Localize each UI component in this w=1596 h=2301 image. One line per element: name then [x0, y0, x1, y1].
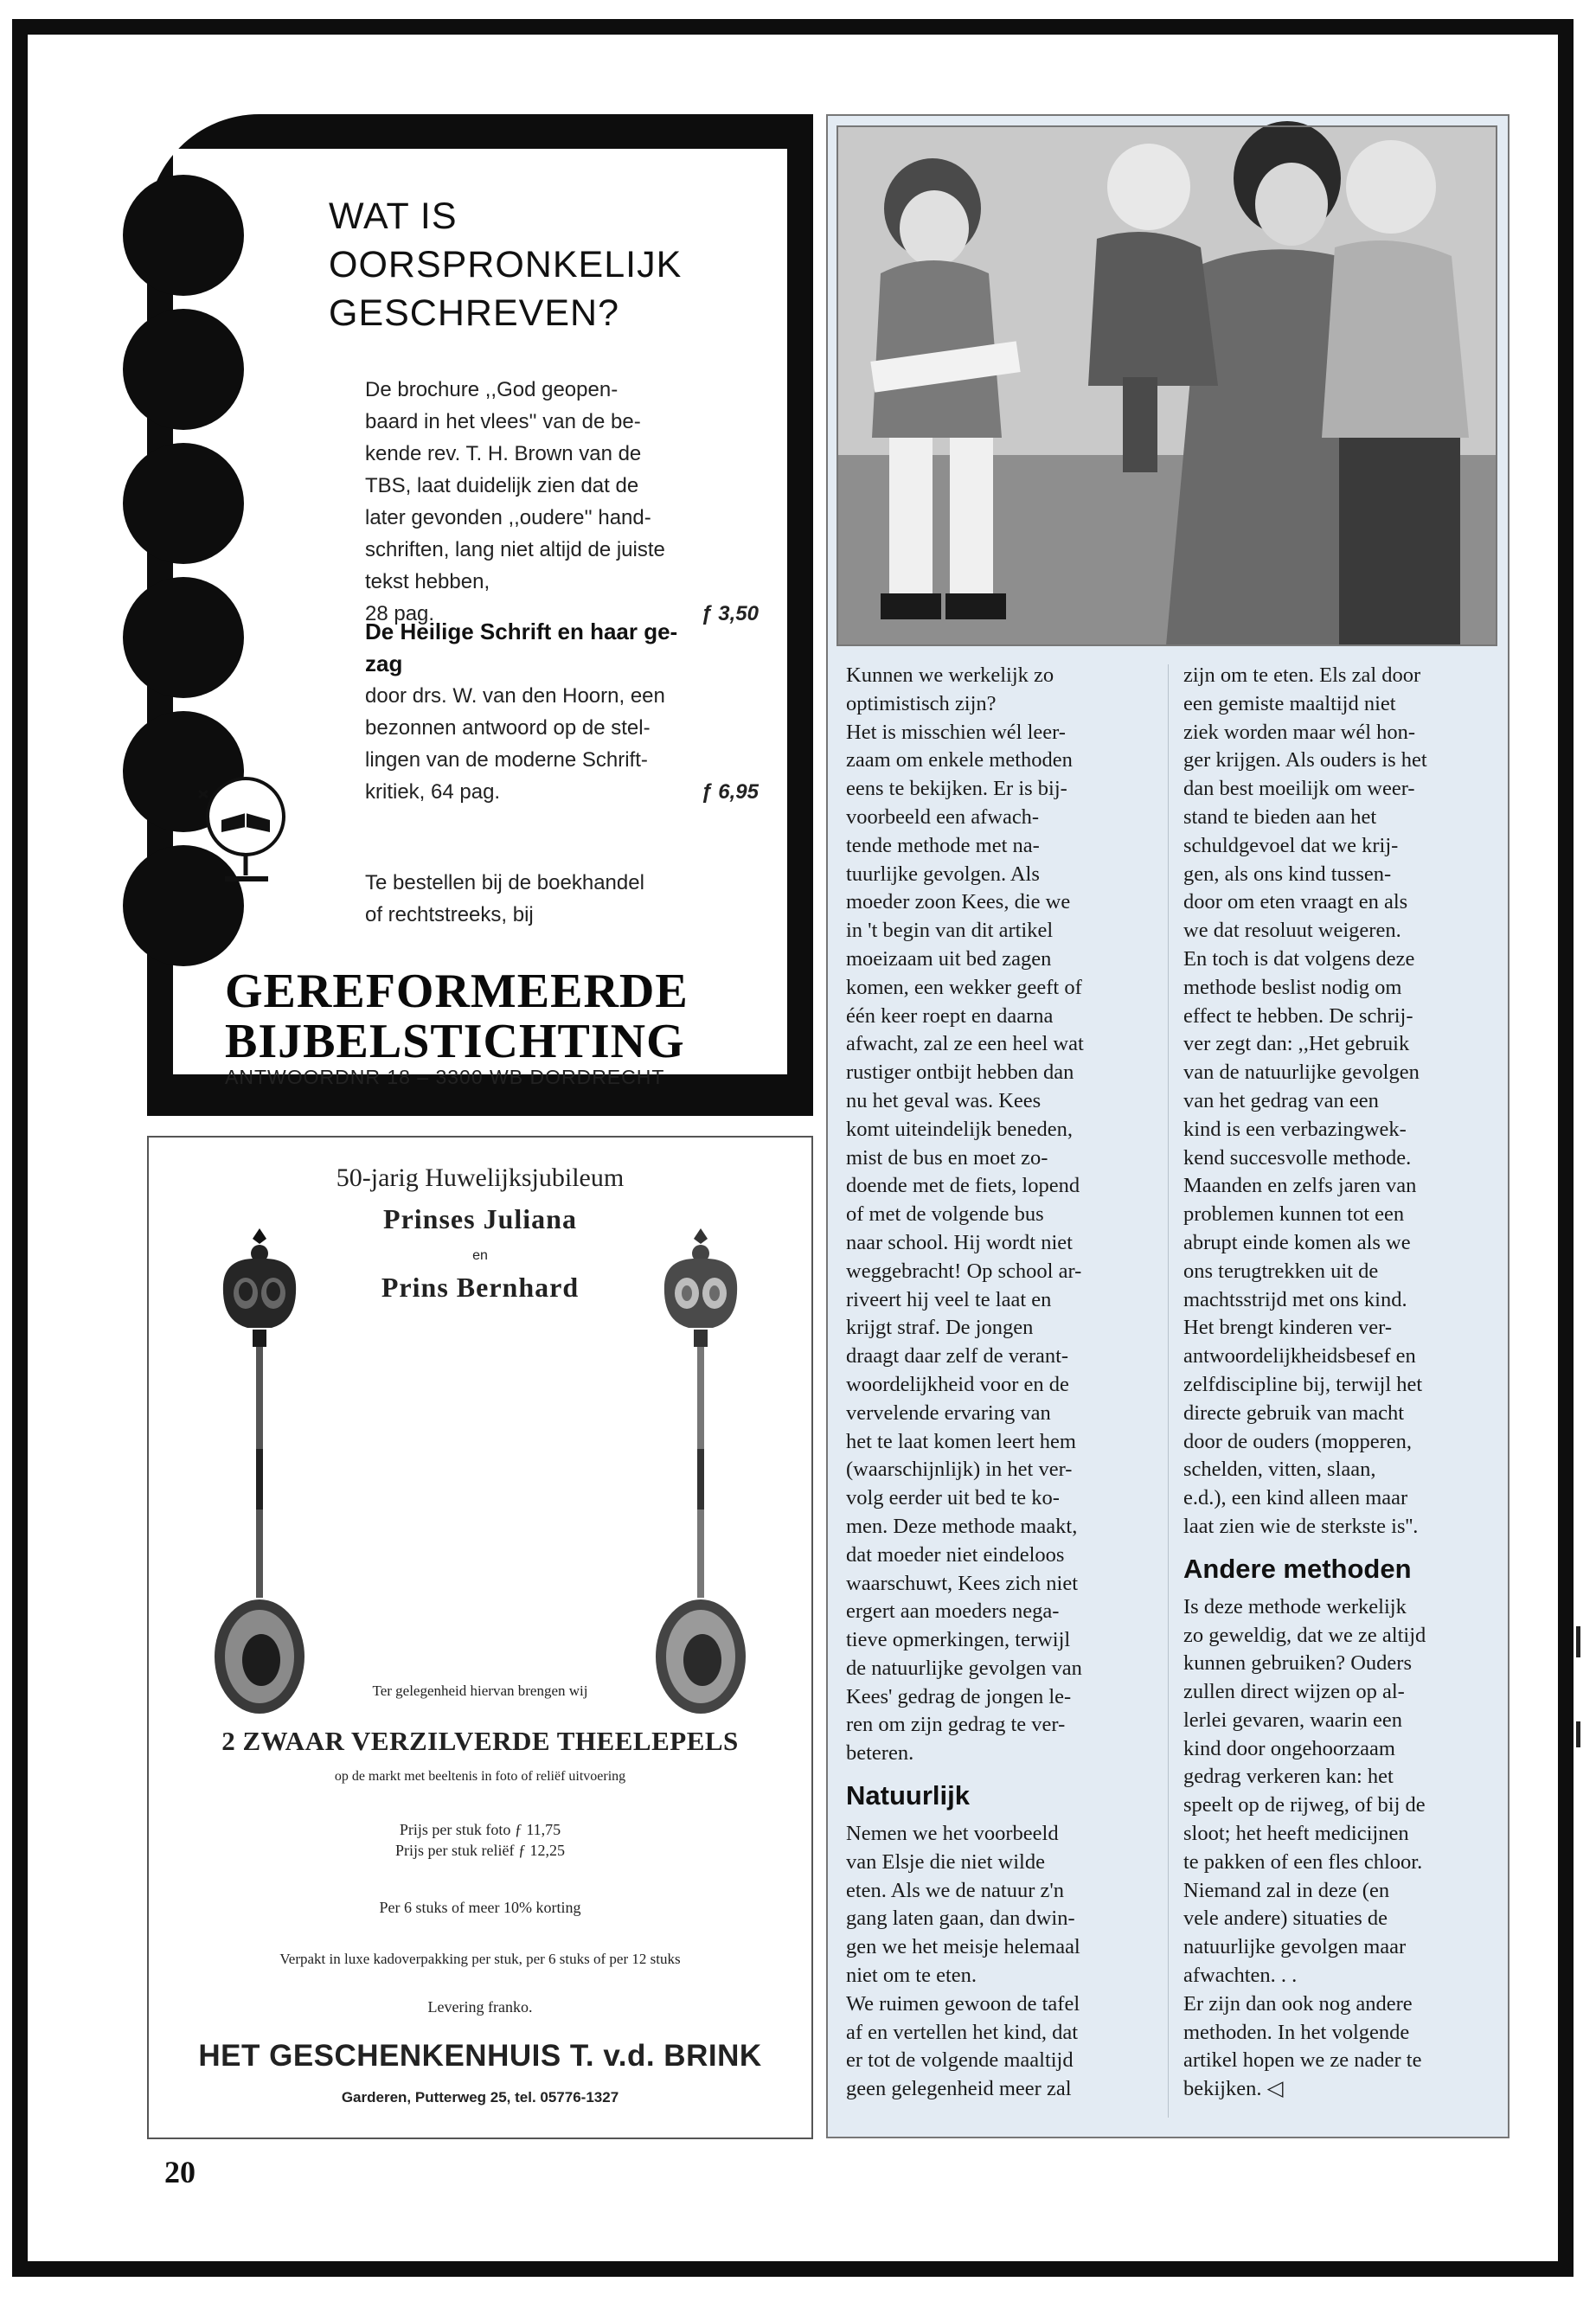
text-line: methode beslist nodig om: [1183, 975, 1402, 999]
royal-name: Prinses Juliana: [383, 1203, 577, 1234]
text-line: kind door ongehoorzaam: [1183, 1736, 1395, 1760]
text-line: Maanden en zelfs jaren van: [1183, 1174, 1417, 1198]
text-line: abrupt einde komen als we: [1183, 1230, 1411, 1254]
text-line: problemen kunnen tot een: [1183, 1202, 1405, 1227]
book2-price: ƒ 6,95: [701, 780, 759, 804]
text-line: natuurlijke gevolgen maar: [1183, 1935, 1407, 1959]
text-line: ons terugtrekken uit de: [1183, 1259, 1379, 1283]
headline-line: GESCHREVEN?: [329, 292, 619, 334]
text-line: te pakken of een fles chloor.: [1183, 1849, 1423, 1874]
text-line: waarschuwt, Kees zich niet: [846, 1571, 1079, 1595]
family-reading-photo: [837, 126, 1497, 645]
text-line: kritiek, 64 pag.: [365, 780, 501, 804]
text-line: afwacht, zal ze een heel wat: [846, 1032, 1084, 1056]
text-line: antwoordelijkheidsbesef en: [1183, 1344, 1416, 1368]
text-line: artikel hopen we ze nader te: [1183, 2048, 1422, 2073]
bible-society-ad-panel: [173, 149, 787, 1088]
text-line: we dat resoluut weigeren.: [1183, 919, 1401, 943]
book2-description: [365, 616, 759, 808]
page-count: 28 pag.: [365, 602, 435, 625]
text-line: niet om te eten.: [846, 1964, 977, 1988]
book1-price: ƒ 3,50: [701, 602, 759, 625]
text-line: de natuurlijke gevolgen van: [846, 1656, 1082, 1680]
text-line: nu het geval was. Kees: [846, 1088, 1042, 1112]
text-line: effect te hebben. De schrij-: [1183, 1003, 1413, 1028]
headline-line: OORSPRONKELIJK: [329, 244, 683, 285]
text-line: gen we het meisje helemaal: [846, 1935, 1080, 1959]
organization-name: [225, 966, 779, 1067]
text-line: eten. Als we de natuur z'n: [846, 1878, 1065, 1902]
text-line: zaam om enkele methoden: [846, 748, 1073, 772]
text-line: tende methode met na-: [846, 833, 1040, 857]
text-line: sloot; het heeft medicijnen: [1183, 1822, 1409, 1846]
text-line: tekst hebben,: [365, 570, 490, 593]
text-line: We ruimen gewoon de tafel: [846, 1991, 1080, 2016]
text-line: methoden. In het volgende: [1183, 2020, 1410, 2044]
product-name: 2 ZWAAR VERZILVERDE THEELEPELS: [221, 1726, 739, 1756]
margin-mark: [1576, 1626, 1580, 1657]
text-line: draagt daar zelf de verant-: [846, 1344, 1069, 1368]
text-line: baard in het vlees'' van de be-: [365, 410, 641, 433]
text-line: Er zijn dan ook nog andere: [1183, 1991, 1413, 2016]
book1-description: [365, 374, 759, 630]
text-line: [1183, 2075, 1495, 2104]
price-row: [365, 776, 759, 808]
text-line: dat moeder niet eindeloos: [846, 1542, 1065, 1567]
text-line: door drs. W. van den Hoorn, een: [365, 684, 665, 708]
gift-shop-ad: [147, 1136, 813, 2139]
text-fragment: bekijken.: [1183, 2077, 1262, 2101]
text-line: schuldgevoel dat we krij-: [1183, 833, 1399, 857]
text-line: zijn om te eten. Els zal door: [1183, 663, 1421, 687]
text-line: het te laat komen leert hem: [846, 1429, 1076, 1453]
org-line: BIJBELSTICHTING: [225, 1015, 685, 1068]
delivery-text: Levering franko.: [427, 1998, 533, 2016]
text-line: machtsstrijd met ons kind.: [1183, 1287, 1407, 1311]
organization-address: ANTWOORDNR 18 – 3300 WB DORDRECHT: [225, 1066, 665, 1088]
text-line: kind is een verbazingwek-: [1183, 1117, 1407, 1141]
price-photo: Prijs per stuk foto ƒ 11,75: [399, 1821, 561, 1838]
text-line: gedrag verkeren kan: het: [1183, 1765, 1394, 1789]
text-line: één keer roept en daarna: [846, 1003, 1054, 1028]
text-line: moeder zoon Kees, die we: [846, 890, 1071, 914]
column-divider: [1168, 664, 1169, 2118]
teaspoon-relief-icon: [649, 1224, 753, 1726]
text-line: optimistisch zijn?: [846, 691, 997, 715]
text-line: in 't begin van dit artikel: [846, 919, 1054, 943]
text-line: ziek worden maar wél hon-: [1183, 720, 1416, 744]
text-line: mist de bus en moet zo-: [846, 1145, 1048, 1170]
text-line: er tot de volgende maaltijd: [846, 2048, 1074, 2073]
text-line: beteren.: [846, 1741, 914, 1766]
text-line: laat zien wie de sterkste is''.: [1183, 1514, 1419, 1538]
text-line: voorbeeld een afwach-: [846, 804, 1040, 829]
royal-name: Prins Bernhard: [381, 1272, 580, 1303]
order-info: [365, 867, 759, 931]
text-line: vervelende ervaring van: [846, 1400, 1051, 1425]
text-line: of met de volgende bus: [846, 1202, 1044, 1227]
text-line: door de ouders (mopperen,: [1183, 1429, 1412, 1453]
ad-headline: 50-jarig Huwelijksjubileum: [336, 1163, 625, 1192]
text-line: riveert hij veel te laat en: [846, 1287, 1052, 1311]
end-mark-icon: ◁: [1266, 2077, 1284, 2101]
text-line: geen gelegenheid meer zal: [846, 2077, 1072, 2101]
text-line: schelden, vitten, slaan,: [1183, 1458, 1376, 1482]
price-relief: Prijs per stuk reliëf ƒ 12,25: [395, 1842, 565, 1859]
bible-society-ad: [147, 114, 813, 1116]
text-line: Kees' gedrag de jongen le-: [846, 1684, 1072, 1708]
page-number: 20: [164, 2155, 195, 2189]
section-heading: Natuurlijk: [846, 1780, 970, 1811]
text-line: directe gebruik van macht: [1183, 1400, 1405, 1425]
text-line: dan best moeilijk om weer-: [1183, 777, 1415, 801]
text-line: Is deze methode werkelijk: [1183, 1594, 1407, 1618]
article-column-left: [846, 662, 1153, 2104]
text-line: Het is misschien wél leer-: [846, 720, 1066, 744]
text-line: Kunnen we werkelijk zo: [846, 663, 1054, 687]
text-line: Het brengt kinderen ver-: [1183, 1316, 1393, 1340]
globe-book-logo-icon: [192, 772, 296, 901]
text-line: zullen direct wijzen op al-: [1183, 1680, 1405, 1704]
teaspoon-photo-icon: [208, 1224, 311, 1726]
text-line: naar school. Hij wordt niet: [846, 1230, 1073, 1254]
text-line: De brochure ,,God geopen-: [365, 378, 619, 401]
text-line: En toch is dat volgens deze: [1183, 946, 1415, 971]
text-line: e.d.), een kind alleen maar: [1183, 1486, 1408, 1510]
text-line: weggebracht! Op school ar-: [846, 1259, 1082, 1283]
text-line: eens te bekijken. Er is bij-: [846, 777, 1067, 801]
text-line: volg eerder uit bed te ko-: [846, 1486, 1060, 1510]
text-line: een gemiste maaltijd niet: [1183, 691, 1396, 715]
text-line: gen, als ons kind tussen-: [1183, 862, 1392, 886]
text-line: kunnen gebruiken? Ouders: [1183, 1651, 1412, 1676]
ad-headline: [329, 192, 744, 337]
text-line: ergert aan moeders nega-: [846, 1599, 1060, 1624]
headline-line: WAT IS: [329, 195, 458, 237]
article-column-right: [1183, 662, 1495, 2104]
text-line: TBS, laat duidelijk zien dat de: [365, 474, 639, 497]
text-line: ren om zijn gedrag te ver-: [846, 1713, 1066, 1737]
text-line: rustiger ontbijt hebben dan: [846, 1061, 1074, 1085]
scallop-decoration: [123, 443, 244, 564]
text-line: lingen van de moderne Schrift-: [365, 748, 648, 772]
text-line: krijgt straf. De jongen: [846, 1316, 1034, 1340]
text-line: vele andere) situaties de: [1183, 1907, 1388, 1931]
text-line: van Elsje die niet wilde: [846, 1849, 1045, 1874]
text-line: tieve opmerkingen, terwijl: [846, 1628, 1071, 1652]
scallop-decoration: [123, 577, 244, 698]
text-line: stand te bieden aan het: [1183, 804, 1377, 829]
text-line: of rechtstreeks, bij: [365, 903, 534, 926]
scallop-decoration: [123, 175, 244, 296]
text-line: af en vertellen het kind, dat: [846, 2020, 1079, 2044]
text-line: komt uiteindelijk beneden,: [846, 1117, 1073, 1141]
text-line: door om eten vraagt en als: [1183, 890, 1408, 914]
text-line: kende rev. T. H. Brown van de: [365, 442, 642, 465]
text-line: woordelijkheid voor en de: [846, 1372, 1069, 1396]
text-line: gang laten gaan, dan dwin-: [846, 1907, 1075, 1931]
text-line: tuurlijke gevolgen. Als: [846, 862, 1040, 886]
margin-mark: [1576, 1721, 1580, 1747]
shop-name: HET GESCHENKENHUIS T. v.d. BRINK: [198, 2039, 762, 2073]
book2-title: zag: [365, 651, 403, 676]
text-line: Nemen we het voorbeeld: [846, 1822, 1059, 1846]
section-heading: Andere methoden: [1183, 1553, 1412, 1584]
connector-text: en: [472, 1248, 488, 1263]
text-line: (waarschijnlijk) in het ver-: [846, 1458, 1073, 1482]
text-line: lerlei gevaren, waarin een: [1183, 1708, 1403, 1732]
text-line: komen, een wekker geeft of: [846, 975, 1082, 999]
org-line: GEREFORMEERDE: [225, 965, 689, 1018]
packaging-text: Verpakt in luxe kadoverpakking per stuk, per 6 stuks of per 12 stuks: [279, 1951, 681, 1967]
scallop-decoration: [123, 309, 244, 430]
text-line: Niemand zal in deze (en: [1183, 1878, 1390, 1902]
text-line: ver zegt dan: ,,Het gebruik: [1183, 1032, 1410, 1056]
text-line: doende met de fiets, lopend: [846, 1174, 1080, 1198]
text-line: speelt op de rijweg, of bij de: [1183, 1793, 1426, 1817]
occasion-text: Ter gelegenheid hiervan brengen wij: [372, 1682, 588, 1699]
text-line: zelfdiscipline bij, terwijl het: [1183, 1372, 1423, 1396]
text-line: bezonnen antwoord op de stel-: [365, 716, 651, 740]
book2-title: De Heilige Schrift en haar ge-: [365, 619, 678, 644]
text-line: ger krijgen. Als ouders is het: [1183, 748, 1427, 772]
text-line: zo geweldig, dat we ze altijd: [1183, 1623, 1426, 1647]
text-line: afwachten. . .: [1183, 1964, 1298, 1988]
text-line: schriften, lang niet altijd de juiste: [365, 538, 665, 561]
discount-text: Per 6 stuks of meer 10% korting: [379, 1899, 581, 1916]
text-line: later gevonden ,,oudere'' hand-: [365, 506, 651, 529]
text-line: men. Deze methode maakt,: [846, 1514, 1078, 1538]
text-line: Te bestellen bij de boekhandel: [365, 871, 644, 894]
text-line: van het gedrag van een: [1183, 1088, 1379, 1112]
shop-address: Garderen, Putterweg 25, tel. 05776-1327: [341, 2089, 619, 2106]
text-line: kend succesvolle methode.: [1183, 1145, 1412, 1170]
text-line: van de natuurlijke gevolgen: [1183, 1061, 1420, 1085]
text-line: moeizaam uit bed zagen: [846, 946, 1052, 971]
product-detail: op de markt met beeltenis in foto of reliëf uitvoering: [334, 1769, 626, 1784]
